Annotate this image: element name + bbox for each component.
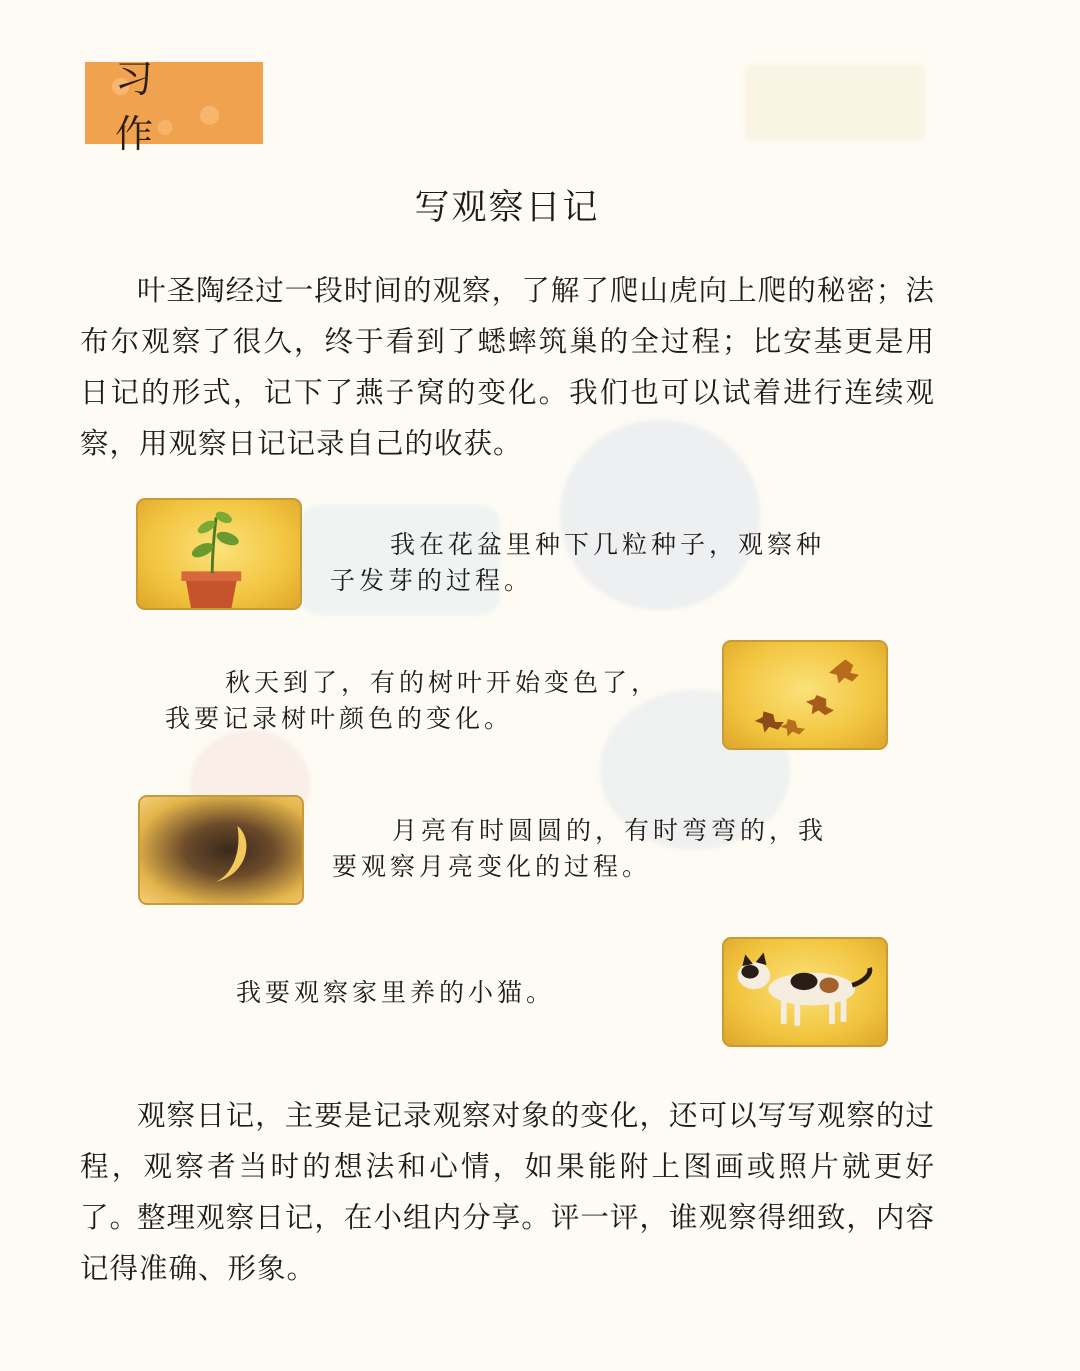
sprout-icon (138, 500, 300, 608)
guidance-paragraph: 观察日记，主要是记录观察对象的变化，还可以写写观察的过程，观察者当时的想法和心情，如果能附上图画或照片就更好了。 (80, 1099, 935, 1234)
cat-icon (724, 939, 886, 1045)
example-text-2: 秋天到了，有的树叶开始变色了， 我要记录树叶颜色的变化。 (165, 668, 661, 733)
section-label: 习 作 (115, 57, 190, 156)
example-text-1: 我在花盆里种下几粒种子，观察种 子发芽的过程。 (330, 530, 826, 595)
section-badge (85, 57, 263, 156)
sprout-thumbnail (136, 498, 302, 610)
intro-paragraph: 叶圣陶经过一段时间的观察，了解了爬山虎向上爬的秘密；法布尔观察了很久，终于看到了蟋蟀筑巢的全过程；比安基更是用日记的形式，记下了燕子窝的变化。我们也可以试着进行连续观察，用观察日记记录自己的收获。 (80, 274, 935, 460)
page-title: 写观察日记 (414, 188, 600, 228)
bleed-through-header (745, 65, 925, 140)
crescent-moon-icon (140, 797, 302, 903)
example-text-3: 月亮有时圆圆的，有时弯弯的，我 要观察月亮变化的过程。 (332, 816, 828, 881)
task-paragraph: 整理观察日记，在小组内分享。评一评，谁观察得细致，内容记得准确、形象。 (80, 1201, 935, 1285)
moon-thumbnail (138, 795, 304, 905)
cat-thumbnail (722, 937, 888, 1047)
leaves-thumbnail (722, 640, 888, 750)
autumn-leaves-icon (724, 642, 886, 748)
example-text-4: 我要观察家里养的小猫。 (236, 978, 556, 1007)
